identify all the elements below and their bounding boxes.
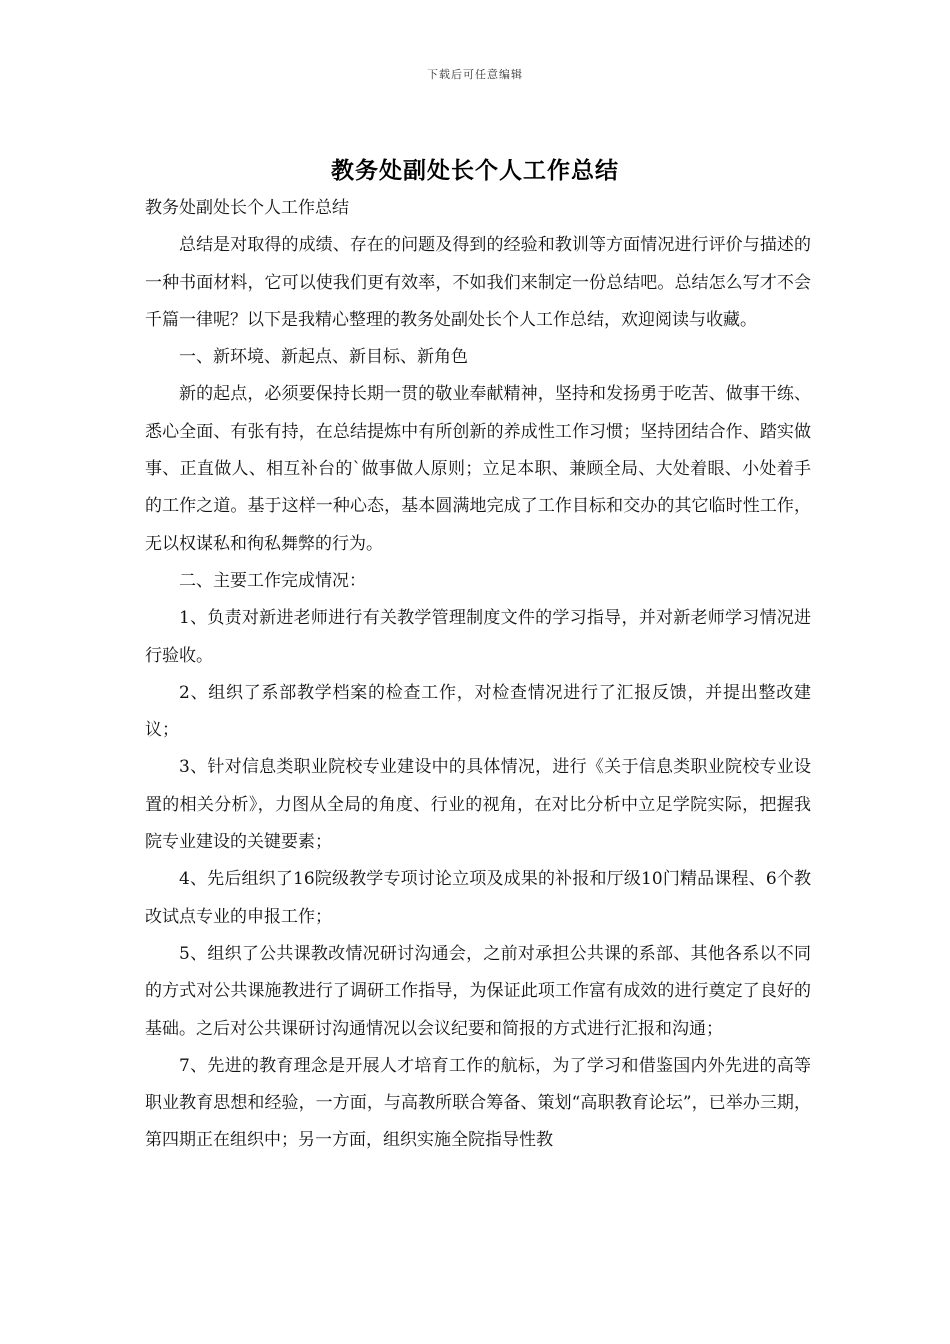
paragraph: 总结是对取得的成绩、存在的问题及得到的经验和教训等方面情况进行评价与描述的一种书面材料，它可以使我们更有效率，不如我们来制定一份总结吧。总结怎么写才不会千篇一律呢？以下是我精心整理的教务处副处长个人工作总结，欢迎阅读与收藏。 (145, 235, 811, 330)
paragraph: 新的起点，必须要保持长期一贯的敬业奉献精神，坚持和发扬勇于吃苦、做事干练、悉心全面、有张有持，在总结提炼中有所创新的养成性工作习惯；坚持团结合作、踏实做事、正直做人、相互补台的`做事做人原则；立足本职、兼顾全局、大处着眼、小处着手的工作之道。基于这样一种心态，基本圆满地完成了工作目标和交办的其它临时性工作，无以权谋私和徇私舞弊的行为。 (145, 384, 811, 554)
list-item: 2、组织了系部教学档案的检查工作，对检查情况进行了汇报反馈，并提出整改建议； (145, 682, 811, 741)
list-item: 7、先进的教育理念是开展人才培育工作的航标，为了学习和借鉴国内外先进的高等职业教育思想和经验，一方面，与高教所联合筹备、策划“高职教育论坛”，已举办三期，第四期正在组织中；另一方面，组织实施全院指导性教 (145, 1055, 811, 1151)
document-body (145, 190, 811, 1160)
header-note: 下载后可任意编辑 (427, 68, 523, 81)
list-item: 5、组织了公共课教改情况研讨沟通会，之前对承担公共课的系部、其他各系以不同的方式对公共课施教进行了调研工作指导，为保证此项工作富有成效的进行奠定了良好的基础。之后对公共课研讨沟通情况以会议纪要和简报的方式进行汇报和沟通； (145, 943, 811, 1039)
section-heading: 一、新环境、新起点、新目标、新角色 (179, 347, 468, 368)
list-item: 1、负责对新进老师进行有关教学管理制度文件的学习指导，并对新老师学习情况进行验收。 (145, 608, 811, 666)
paragraph-subtitle: 教务处副处长个人工作总结 (145, 198, 349, 218)
list-item: 3、针对信息类职业院校专业建设中的具体情况，进行《关于信息类职业院校专业设置的相关分析》，力图从全局的角度、行业的视角，在对比分析中立足学院实际，把握我院专业建设的关键要素； (145, 757, 811, 853)
list-item: 4、先后组织了16院级教学专项讨论立项及成果的补报和厅级10门精品课程、6个教改试点专业的申报工作； (145, 869, 811, 927)
document-title: 教务处副处长个人工作总结 (331, 157, 619, 184)
section-heading: 二、主要工作完成情况： (179, 570, 366, 591)
